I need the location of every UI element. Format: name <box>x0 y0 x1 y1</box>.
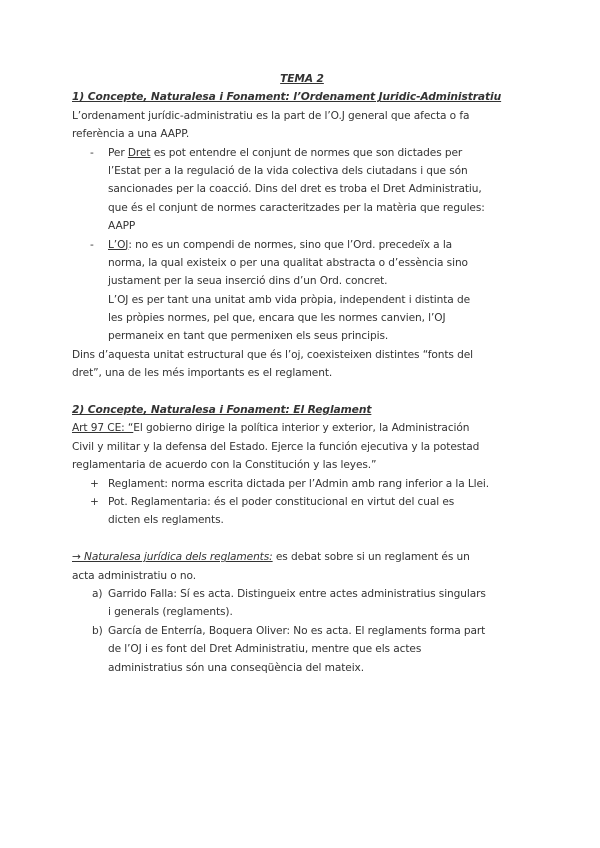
intro-line: referència a una AAPP. <box>72 128 190 141</box>
intro-line: L’ordenament jurídic-administratiu es la part de l’O.J general que afecta o fa <box>72 109 470 122</box>
list-item-b: b) García de Enterría, Boquera Oliver: No es acta. El reglaments forma part de l’OJ i es font del Dret Administratiu, mentre que els actes administratius són una conseqüència del mateix. <box>72 622 532 677</box>
document-title: TEMA 2 <box>280 73 324 85</box>
dash-bullet: - <box>90 238 94 251</box>
dash-bullet: - <box>90 146 94 159</box>
blank-line <box>72 383 532 401</box>
quote-line: Civil y militar y la defensa del Estado. Ejerce la función ejecutiva y la potestad <box>72 440 480 453</box>
list-item-a: a) Garrido Falla: Sí es acta. Distingueix entre actes administratius singulars i generals (reglaments). <box>72 585 532 622</box>
blank-line <box>72 530 532 548</box>
bullet-item-oj: - L’OJ: no es un compendi de normes, sino que l’Ord. precedeïx a la norma, la qual existeix o per una qualitat abstracta o d’essència sino justament per la seua inserció dins d’un Ord. concret. L’OJ es per tant una unitat amb vida pròpia, independent i distinta de les pròpies normes, pel que, encara que les normes canvien, l’OJ permaneix en tant que permenixen els seus principis. <box>72 236 532 346</box>
document-page <box>72 70 532 677</box>
section-2-heading: 2) Concepte, Naturalesa i Fonament: El Reglament <box>72 403 372 417</box>
nature-label: → Naturalesa jurídica dels reglaments: <box>72 551 273 564</box>
bullet-item-reglament: + Reglament: norma escrita dictada per l’Admin amb rang inferior a la Llei. <box>72 475 532 493</box>
quote-line: Art 97 CE: “El gobierno dirige la política interior y exterior, la Administración <box>72 422 470 435</box>
nature-line: acta administratiu o no. <box>72 569 196 582</box>
plus-bullet: + <box>90 495 99 508</box>
bullet-item-dret: - Per Dret es pot entendre el conjunt de normes que son dictades per l’Estat per a la regulació de la vida colectiva dels ciutadans i que són sancionades per la coacció. Dins del dret es troba el Dret Administratiu, que és el conjunt de normes caracteritzades per la matèria que regules: AAPP <box>72 144 532 236</box>
article-reference: Art 97 CE: “ <box>72 422 134 435</box>
nature-line: → Naturalesa jurídica dels reglaments: es debat sobre si un reglament és un <box>72 551 470 564</box>
alpha-marker: b) <box>92 624 103 637</box>
closing-line: Dins d’aquesta unitat estructural que és l’oj, coexisteixen distintes “fonts del <box>72 348 473 361</box>
quote-line: reglamentaria de acuerdo con la Constitución y las leyes.” <box>72 459 377 472</box>
section-1-heading: 1) Concepte, Naturalesa i Fonament: l’Ordenament Juridic-Administratiu <box>72 90 502 104</box>
term-dret: Dret <box>127 146 151 159</box>
closing-line: dret”, una de les més importants es el reglament. <box>72 367 333 380</box>
term-oj: L’OJ <box>108 238 129 251</box>
plus-bullet: + <box>90 477 99 490</box>
alpha-marker: a) <box>92 587 103 600</box>
bullet-item-potestat: + Pot. Reglamentaria: és el poder constitucional en virtut del cual es dicten els reglaments. <box>72 493 532 530</box>
